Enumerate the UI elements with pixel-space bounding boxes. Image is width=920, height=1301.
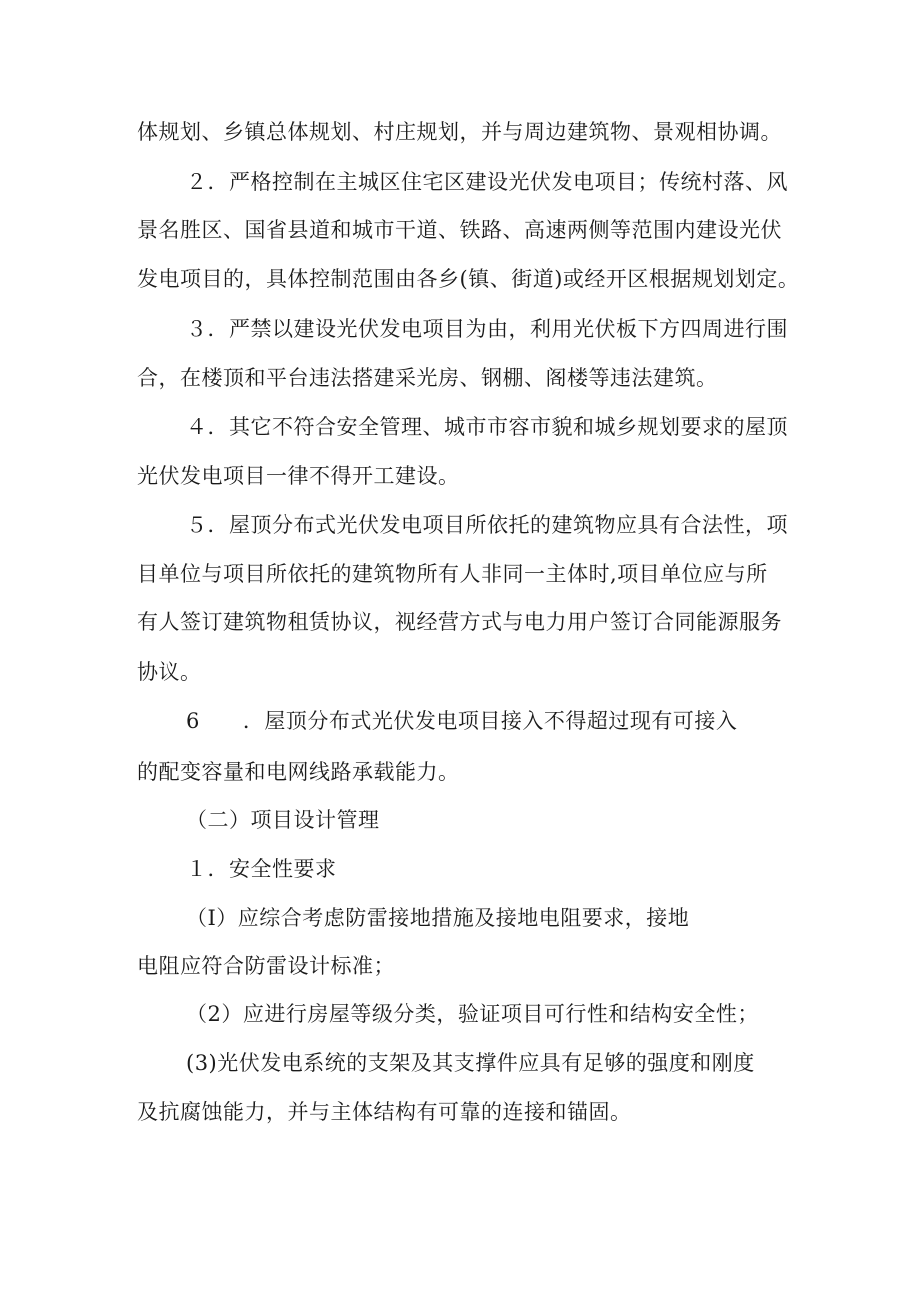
text-line: ２．严格控制在主城区住宅区建设光伏发电项目；传统村落、风 — [186, 170, 788, 194]
text-line: 发电项目的，具体控制范围由各乡(镇、街道)或经开区根据规划划定。 — [137, 267, 800, 291]
text-line: （I）应综合考虑防雷接地措施及接地电阻要求，接地 — [186, 906, 690, 930]
text-line: 体规划、乡镇总体规划、村庄规划，并与周边建筑物、景观相协调。 — [137, 120, 782, 144]
text-line: ５．屋顶分布式光伏发电项目所依托的建筑物应具有合法性，项 — [186, 513, 788, 537]
subsection-heading: １．安全性要求 — [186, 857, 337, 881]
text-line: ３．严禁以建设光伏发电项目为由，利用光伏板下方四周进行围 — [186, 317, 788, 341]
section-heading: （二）项目设计管理 — [186, 808, 380, 832]
text-line: 景名胜区、国省县道和城市干道、铁路、高速两侧等范围内建设光伏 — [137, 218, 782, 242]
text-line: 合，在楼顶和平台违法搭建采光房、钢棚、阁楼等违法建筑。 — [137, 366, 718, 390]
text-line: 光伏发电项目一律不得开工建设。 — [137, 464, 460, 488]
text-line: （2）应进行房屋等级分类，验证项目可行性和结构安全性； — [186, 1002, 759, 1026]
text-line: 电阻应符合防雷设计标准； — [137, 954, 395, 978]
text-line: ４．其它不符合安全管理、城市市容市貌和城乡规划要求的屋顶 — [186, 415, 788, 439]
text-line: 及抗腐蚀能力，并与主体结构有可靠的连接和锚固。 — [137, 1100, 632, 1124]
text-line: 目单位与项目所依托的建筑物所有人非同一主体时,项目单位应与所 — [137, 562, 768, 586]
text-line: 协议。 — [137, 660, 202, 684]
text-line: (3)光伏发电系统的支架及其支撑件应具有足够的强度和刚度 — [186, 1051, 755, 1075]
text-line: 6 ．屋顶分布式光伏发电项目接入不得超过现有可接入 — [186, 709, 738, 733]
text-line: 有人签订建筑物租赁协议，视经营方式与电力用户签订合同能源服务 — [137, 610, 782, 634]
text-line: 的配变容量和电网线路承载能力。 — [137, 760, 460, 784]
